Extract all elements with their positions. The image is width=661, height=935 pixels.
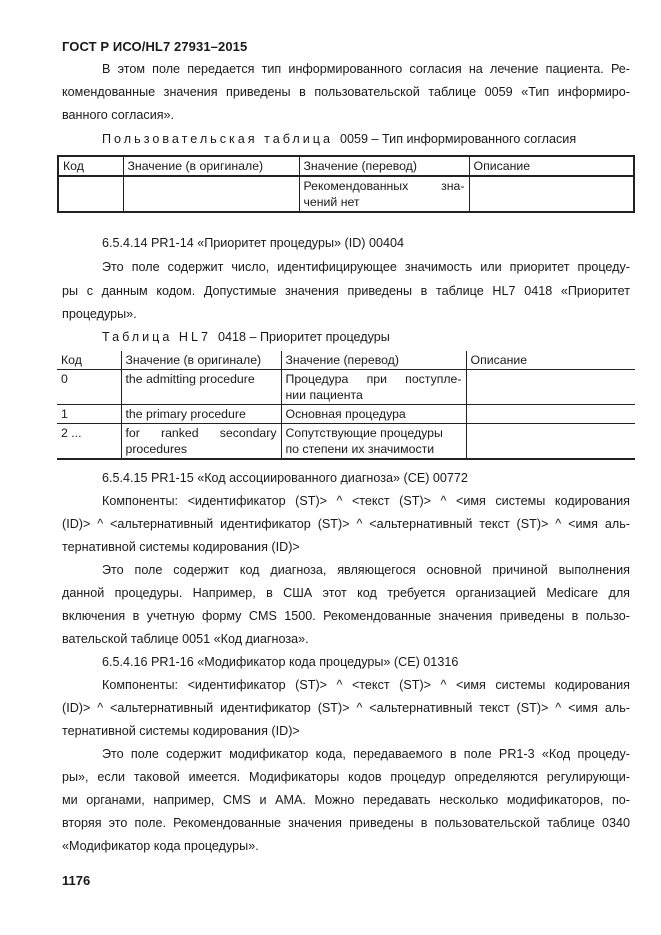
cell-line: чений нет (303, 195, 360, 209)
table-cell (466, 370, 635, 405)
cell-line: Сопутствующие процедуры (285, 426, 443, 440)
paragraph-line: Компоненты: <идентификатор (ST)> ^ <текст (ST)> ^ <имя системы кодирования (102, 678, 630, 692)
table-caption-prefix: Пользовательская таблица (102, 132, 334, 146)
table-header-cell: Значение (в оригинале) (121, 351, 281, 370)
table-cell (281, 424, 466, 460)
table-cell: Основная процедура (281, 405, 466, 424)
section-heading: 6.5.4.15 PR1-15 «Код ассоциированного диагноза» (CE) 00772 (102, 471, 468, 485)
table-row (57, 370, 635, 405)
cell-line: по степени их значимости (285, 442, 435, 456)
table-cell: 2 ... (57, 424, 121, 460)
paragraph-line: Это поле содержит число, идентифицирующее значимость или приоритет процеду- (102, 260, 630, 274)
paragraph-line: процедуры». (62, 307, 137, 321)
paragraph-line: тернативной системы кодирования (ID)> (62, 724, 300, 738)
paragraph-line: Это поле содержит модификатор кода, передаваемого в поле PR1-3 «Код процеду- (102, 747, 630, 761)
section-heading: 6.5.4.14 PR1-14 «Приоритет процедуры» (ID) 00404 (102, 236, 405, 250)
table-caption-rest: 0059 – Тип информированного согласия (340, 132, 577, 146)
section-heading: 6.5.4.16 PR1-16 «Модификатор кода процедуры» (CE) 01316 (102, 655, 459, 669)
table-row (57, 405, 635, 424)
consent-type-table (57, 155, 635, 213)
cell-line: Процедура при поступле- (285, 372, 462, 386)
table-cell: 0 (57, 370, 121, 405)
table-header-cell: Описание (469, 156, 634, 176)
table-cell (121, 424, 281, 460)
table-header-cell: Код (57, 351, 121, 370)
table-caption (102, 132, 576, 146)
table-cell (469, 176, 634, 212)
table-header-cell: Код (58, 156, 123, 176)
page-number: 1176 (62, 873, 91, 888)
paragraph-line: включения в учетную форму CMS 1500. Рекомендованные значения приведены в пользо- (62, 609, 630, 623)
paragraph-line: вательской таблице 0051 «Код диагноза». (62, 632, 309, 646)
paragraph-line: комендованные значения приведены в пользовательской таблице 0059 «Тип информиро- (62, 85, 630, 99)
paragraph-line: данной процедуры. Например, в США этот код требуется организацией Medicare для (62, 586, 630, 600)
paragraph-line: Компоненты: <идентификатор (ST)> ^ <текст (ST)> ^ <имя системы кодирования (102, 494, 630, 508)
table-cell (58, 176, 123, 212)
table-header-cell: Значение (перевод) (281, 351, 466, 370)
table-header-cell: Значение (в оригинале) (123, 156, 299, 176)
table-header-row (57, 351, 635, 370)
document-header: ГОСТ Р ИСО/HL7 27931–2015 (62, 39, 248, 54)
table-header-cell: Значение (перевод) (299, 156, 469, 176)
table-cell (299, 176, 469, 212)
paragraph-line: тернативной системы кодирования (ID)> (62, 540, 300, 554)
cell-line: Рекомендованных зна- (303, 179, 465, 193)
table-row (58, 176, 634, 212)
paragraph-line: вторяя это поле. Рекомендованные значения приведены в пользовательской таблице 0340 (62, 816, 630, 830)
table-cell: the primary procedure (121, 405, 281, 424)
paragraph-line: ми органами, например, CMS и AMA. Можно передавать несколько модификаторов, по- (62, 793, 630, 807)
table-row (57, 424, 635, 460)
paragraph-line: (ID)> ^ <альтернативный идентификатор (ST)> ^ <альтернативный текст (ST)> ^ <имя аль- (62, 701, 630, 715)
table-cell (281, 370, 466, 405)
paragraph-line: «Модификатор кода процедуры». (62, 839, 259, 853)
cell-line: for ranked secondary (125, 426, 277, 440)
paragraph-line: ры с данным кодом. Допустимые значения приведены в таблице HL7 0418 «Приоритет (62, 284, 630, 298)
paragraph-line: В этом поле передается тип информированного согласия на лечение пациента. Ре- (102, 62, 630, 76)
table-cell: 1 (57, 405, 121, 424)
table-cell (466, 424, 635, 460)
table-cell: the admitting procedure (121, 370, 281, 405)
procedure-priority-table (57, 351, 635, 460)
cell-line: procedures (125, 442, 188, 456)
table-header-row (58, 156, 634, 176)
paragraph-line: Это поле содержит код диагноза, являющегося основной причиной выполнения (102, 563, 630, 577)
cell-line: нии пациента (285, 388, 363, 402)
paragraph-line: ры», если таковой имеется. Модификаторы кодов процедур определяются регулирующи- (62, 770, 630, 784)
table-cell (123, 176, 299, 212)
paragraph-line: ванного согласия». (62, 108, 175, 122)
paragraph-line: (ID)> ^ <альтернативный идентификатор (ST)> ^ <альтернативный текст (ST)> ^ <имя аль- (62, 517, 630, 531)
table-caption-rest: 0418 – Приоритет процедуры (217, 330, 390, 344)
table-cell (466, 405, 635, 424)
table-caption (102, 330, 390, 344)
table-caption-prefix: Таблица HL7 (102, 330, 211, 344)
table-header-cell: Описание (466, 351, 635, 370)
